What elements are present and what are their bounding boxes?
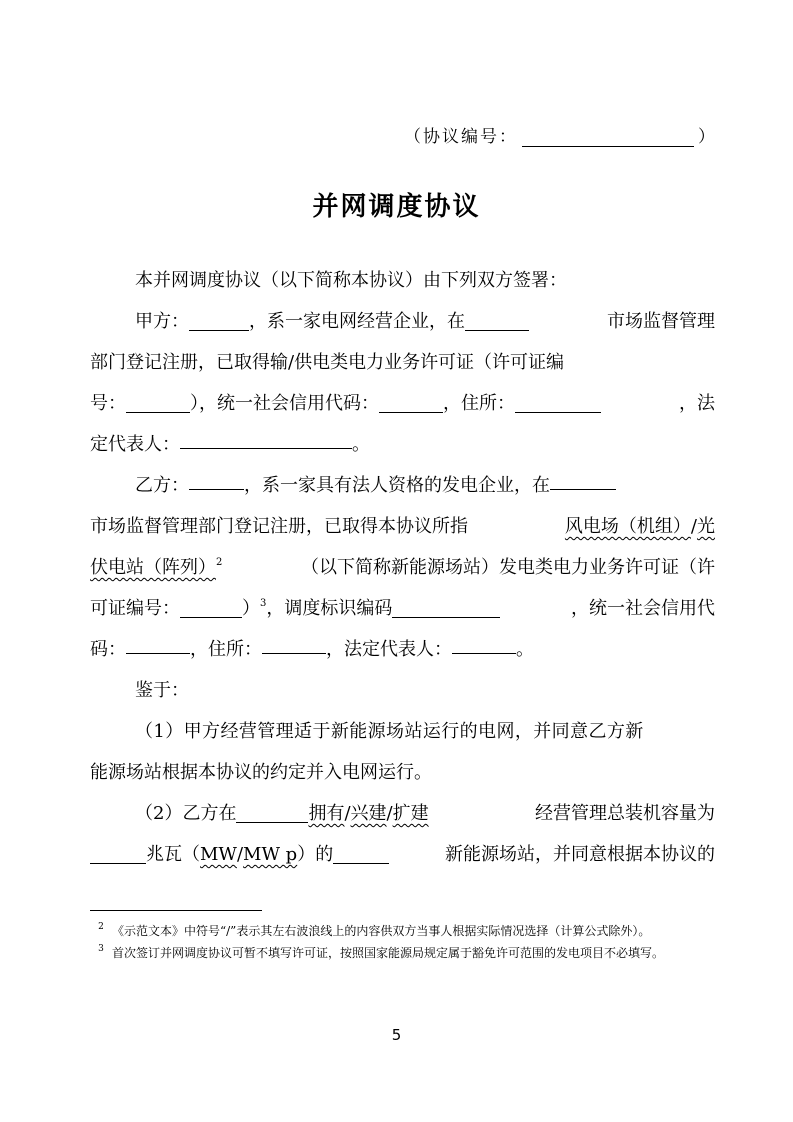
item-1-text: 能源场站根据本协议的约定并入电网运行。 [90,762,432,783]
party-b-name-blank[interactable] [189,465,244,490]
party-b-address-blank[interactable] [262,629,326,654]
party-a-text: ，法 [679,393,715,414]
option-pv-station-cont: 伏电站（阵列） [90,557,216,578]
footnote-divider [90,910,262,911]
party-a-credit-code-blank[interactable] [379,388,443,413]
intro-line [90,260,715,301]
station-name-blank[interactable] [333,839,389,864]
option-separator: / [236,844,244,865]
agreement-number-label: （协议编号： [404,127,518,147]
party-a-text: 市场监督管理 [607,311,715,332]
document-body [90,260,715,875]
party-a-text: 定代表人： [90,434,180,455]
whereas-heading: 鉴于： [135,680,189,701]
party-a-label: 甲方： [135,311,189,332]
party-a-text: 。 [352,434,370,455]
party-b-line-4 [90,588,715,629]
party-b-text: 码： [90,639,126,660]
option-own: 拥有 [308,803,345,824]
party-b-credit-code-blank[interactable] [126,629,190,654]
footnote-ref-2[interactable]: 2 [216,557,223,568]
party-a-text: ），统一社会信用代码： [190,393,379,414]
footnote-text: 《示范文本》中符号“/”表示其左右波浪线上的内容供双方当事人根据实际情况选择（计算公式除外）。 [112,924,651,938]
party-a-line-2 [90,342,715,383]
agreement-number-blank[interactable] [522,126,694,147]
item-2-text: 经营管理总装机容量为 [535,803,715,824]
party-a-text: ，住所： [443,393,515,414]
option-wind-farm: 风电场（机组） [564,516,691,537]
party-a-license-blank[interactable] [126,388,190,413]
footnote-text: 首次签订并网调度协议可暂不填写许可证，按照国家能源局规定属于豁免许可范围的发电项目不必填写。 [112,946,665,960]
party-b-text: ） [242,598,260,619]
party-b-text: （以下简称新能源场站）发电类电力业务许可证（许 [301,557,715,578]
option-separator: / [344,803,351,824]
option-separator: / [386,803,393,824]
capacity-blank[interactable] [90,839,146,864]
party-b-text: ，住所： [190,639,262,660]
party-b-text: ，法定代表人： [326,639,452,660]
item-2-location-blank[interactable] [236,798,308,823]
option-separator: / [690,516,697,537]
party-a-line-3 [90,383,715,424]
whereas-line [90,670,715,711]
option-mw: MW [200,844,237,865]
page-number: 5 [391,1026,402,1044]
footnote-number: 2 [98,922,104,932]
party-b-line-5 [90,629,715,670]
party-b-line-2 [90,506,715,547]
party-b-text: ，统一社会信用代 [571,598,715,619]
party-b-label: 乙方： [135,475,189,496]
party-a-line-4 [90,424,715,465]
footnotes [90,920,722,964]
party-a-text: 号： [90,393,126,414]
item-2-line-1 [90,793,715,834]
party-a-text: ，系一家电网经营企业，在 [249,311,465,332]
party-a-address-blank[interactable] [515,388,601,413]
item-1-line-2 [90,752,715,793]
party-a-location-blank[interactable] [465,306,529,331]
party-a-representative-blank[interactable] [180,424,352,449]
item-2-text: ）的 [297,844,334,865]
agreement-number-close: ） [698,127,717,147]
option-expand: 扩建 [392,803,429,824]
item-2-text: 新能源场站，并同意根据本协议的 [445,844,715,865]
party-b-text: 可证编号： [90,598,180,619]
dispatch-id-code-blank[interactable] [392,593,500,618]
party-b-text: 市场监督管理部门登记注册，已取得本协议所指 [90,516,468,537]
footnote-2 [90,920,722,942]
intro-text: 本并网调度协议（以下简称本协议）由下列双方签署： [135,270,567,291]
party-b-location-blank[interactable] [550,465,616,490]
footnote-ref-3[interactable]: 3 [260,598,267,609]
party-b-line-3 [90,547,715,588]
party-b-text: 。 [516,639,534,660]
option-build: 兴建 [350,803,387,824]
footnote-number: 3 [98,944,104,954]
party-a-line-1 [90,301,715,342]
party-a-name-blank[interactable] [189,306,249,331]
document-title: 并网调度协议 [312,192,481,222]
item-1-line-1 [90,711,715,752]
item-2-text: （2）乙方在 [135,803,237,824]
item-2-line-2 [90,834,715,875]
party-b-text: ，系一家具有法人资格的发电企业，在 [244,475,550,496]
option-mwp: MW p [243,844,298,865]
option-pv-station: 光 [697,516,715,537]
party-a-text: 部门登记注册，已取得输/供电类电力业务许可证（许可证编 [90,352,565,373]
party-b-text: ，调度标识编码 [266,598,393,619]
footnote-3 [90,942,722,964]
agreement-number [404,122,717,147]
party-b-license-blank[interactable] [180,593,242,618]
item-1-text: （1）甲方经营管理适于新能源场站运行的电网，并同意乙方新 [135,721,644,742]
party-b-line-1 [90,465,715,506]
party-b-representative-blank[interactable] [452,629,516,654]
item-2-text: 兆瓦（ [146,844,200,865]
